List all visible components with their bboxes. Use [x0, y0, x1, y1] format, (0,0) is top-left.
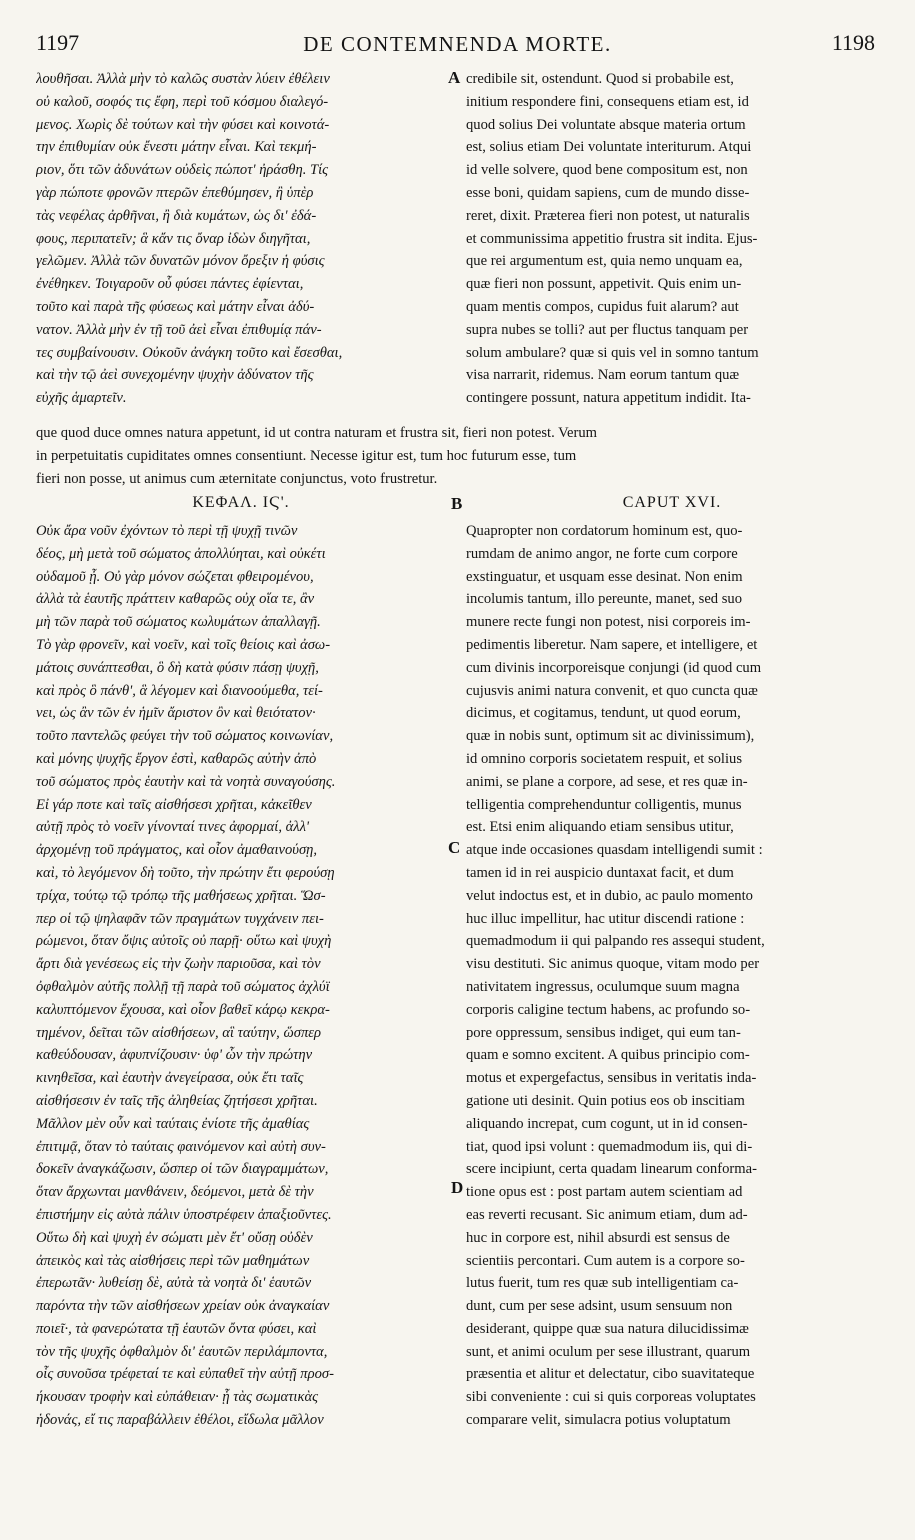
text-line: scere incipiunt, certa quadam linearum conforma- [466, 1161, 757, 1178]
text-line: supra nubes se tolli? aut per fluctus tanquam per [466, 321, 749, 338]
text-line: ρώμενοι, ὅταν ὄψις αὐτοῖς οὐ παρῇ· οὕτω καὶ ψυχὴ [36, 933, 332, 950]
text-line: et communissima appetitio frustra sit indita. Ejus- [466, 230, 758, 247]
text-line: eas reverti recusant. Sic animum etiam, dum ad- [466, 1206, 748, 1223]
latin-full-width-text [36, 422, 878, 490]
text-line: γὰρ πώποτε φρονῶν πτερῶν ἐπεθύμησεν, ἢ ὑπὲρ [36, 184, 314, 201]
text-line: καθεύδουσαν, ἀφυπνίζουσιν· ὑφ' ὧν τὴν πρώτην [36, 1047, 313, 1064]
text-line: Τὸ γὰρ φρονεῖν, καὶ νοεῖν, καὶ τοῖς θείοις καὶ ἀσω- [36, 636, 331, 653]
text-line: οὐ καλοῦ, σοφός τις ἔφη, περὶ τοῦ κόσμου διαλεγό- [36, 93, 329, 110]
text-line: ὅταν ἄρχωνται μανθάνειν, δεόμενοι, μετὰ δὲ τὴν [36, 1184, 314, 1201]
text-line: την ἐπιθυμίαν οὐκ ἔνεστι μάτην εἶναι. Καὶ τεκμή- [36, 139, 317, 156]
text-line: quæ in nobis sunt, optimum sit ac divinissimum), [466, 728, 755, 745]
text-line: παρόντα τὴν τῶν αἰσθήσεων χρείαν οὐκ ἀναγκαίαν [36, 1298, 330, 1315]
text-line: νατον. Ἀλλὰ μὴν ἐν τῇ τοῦ ἀεὶ εἶναι ἐπιθυμίᾳ πάν- [36, 321, 322, 338]
text-line: Οὕτω δὴ καὶ ψυχὴ ἐν σώματι μὲν ἔτ' οὔσῃ οὐδὲν [36, 1229, 313, 1246]
text-line: μενος. Χωρὶς δὲ τούτων καὶ τὴν φύσει καὶ κοινοτά- [36, 116, 330, 133]
text-line: nativitatem ingressus, oculumque suum magna [466, 978, 740, 995]
margin-letter-b: B [451, 494, 463, 513]
text-line: ἀλλὰ τὰ ἑαυτῆς πράττειν καθαρῶς οὐχ οἵα τε, ἂν [36, 591, 315, 608]
text-line: καὶ μόνης ψυχῆς ἔργον ἐστὶ, καθαρῶς αὐτὴν ἀπὸ [36, 750, 317, 767]
text-line: τημένον, δεῖται τῶν αἰσθήσεων, αἳ ταύτην, ὥσπερ [36, 1024, 322, 1041]
text-line: ριον, ὅτι τῶν ἀδυνάτων οὐδεὶς πώποτ' ἠράσθη. Τίς [36, 162, 329, 179]
greek-column-bottom [36, 520, 446, 1432]
text-line: Εἰ γάρ ποτε καὶ ταῖς αἰσθήσεσι χρῆται, κἀκεῖθεν [36, 796, 312, 813]
text-line: contingere possunt, natura appetitum indidit. Ita- [466, 390, 751, 407]
text-line: quemadmodum ii qui palpando res assequi student, [466, 933, 765, 950]
text-line: μάτοις συνάπτεσθαι, ὃ δὴ κατὰ φύσιν πάσῃ ψυχῇ, [36, 659, 319, 676]
text-line: μὴ τῶν παρὰ τοῦ σώματος κωλυμάτων ἀπαλλαγῇ. [36, 614, 321, 631]
greek-column-top [36, 68, 446, 410]
text-line: quam mentis compos, cupidus fuit alarum? aut [466, 298, 739, 315]
text-line: sibi conveniente : cui si quis corporeas voluptates [466, 1389, 756, 1406]
text-line: τὰς νεφέλας ἀρθῆναι, ἢ διὰ κυμάτων, ὡς δι' ἐδά- [36, 207, 317, 224]
text-line: tione opus est : post partam autem scientiam ad [466, 1184, 743, 1201]
text-line: incolumis tantum, illo pereunte, manet, sed suo [466, 591, 743, 608]
margin-letter-d: D [451, 1178, 464, 1197]
margin-letter-a: A [448, 68, 461, 87]
text-line: initium respondere fini, consequens etiam est, id [466, 93, 749, 110]
text-line: αὐτῇ πρὸς τὸ νοεῖν γίνονταί τινες ἀφορμαί, ἀλλ' [36, 819, 310, 836]
text-line: τες συμβαίνουσιν. Οὐκοῦν ἀνάγκη τοῦτο καὶ ἔσεσθαι, [36, 344, 343, 361]
text-line: lutus fuerit, tum res quæ sub intelligentiam ca- [466, 1275, 739, 1292]
text-line: ὀφθαλμὸν αὐτῆς πολλῇ τῇ παρὰ τοῦ σώματος ἀχλύϊ [36, 978, 330, 995]
latin-column-top [466, 68, 878, 410]
margin-letter-c: C [448, 838, 461, 857]
text-line: καλυπτόμενον ἔχουσα, καὶ οἷον βαθεῖ κάρῳ κεκρα- [36, 1001, 330, 1018]
text-line: ἐπιτιμᾷ, ὅταν τὸ ταύταις φαινόμενον καὶ αὐτὴ συν- [36, 1138, 326, 1155]
text-line: pore oppressum, sensibus indiget, qui eum tan- [466, 1024, 741, 1041]
text-line: καὶ τὴν τῷ ἀεὶ συνεχομένην ψυχὴν ἀδύνατον τῆς [36, 367, 314, 384]
text-line: telligentia comprehenduntur colligentis, munus [466, 796, 742, 813]
text-line: tiat, quod ipsi volunt : quemadmodum iis, qui di- [466, 1138, 753, 1155]
text-line: ἐνέθηκεν. Τοιγαροῦν οὗ φύσει πάντες ἐφίενται, [36, 276, 304, 293]
page-number-left: 1197 [36, 30, 80, 55]
text-line: est. Etsi enim aliquando etiam sensibus utitur, [466, 819, 734, 836]
text-line: sunt, et animi oculum per sese illustrant, quarum [466, 1343, 751, 1360]
text-line: δέος, μὴ μετὰ τοῦ σώματος ἀπολλύηται, καὶ οὐκέτι [36, 545, 326, 562]
text-line: τοῦτο καὶ παρὰ τῆς φύσεως καὶ μάτην εἶναι ἀδύ- [36, 298, 315, 315]
text-line: que quod duce omnes natura appetunt, id ut contra naturam et frustra sit, fieri non potest. Verum [36, 425, 598, 441]
text-line: desiderant, quippe quæ sua natura dilucidissimæ [466, 1320, 749, 1337]
text-line: solum ambulare? quæ si quis vel in somno tantum [466, 344, 759, 361]
text-line: aliquando increpat, cum cogunt, ut in id consen- [466, 1115, 748, 1132]
text-line: τὸν τῆς ψυχῆς ὀφθαλμὸν δι' ἑαυτῶν περιλάμποντα, [36, 1343, 328, 1360]
text-line: ἄρτι διὰ γενέσεως εἰς τὴν ζωὴν παριοῦσα, καὶ τὸν [36, 956, 321, 973]
text-line: visu destituti. Sic animus quoque, vitam modo per [466, 956, 760, 973]
text-line: fieri non posse, ut animus cum æternitate conjunctus, voto frustretur. [36, 470, 438, 487]
text-line: νει, ὡς ἂν τῶν ἐν ἡμῖν ἄριστον ὂν καὶ θειότατον· [36, 705, 316, 722]
page-number-right: 1198 [831, 30, 875, 55]
running-title: DE CONTEMNENDA MORTE. [303, 32, 612, 56]
text-line: credibile sit, ostendunt. Quod si probabile est, [466, 71, 734, 87]
text-line: gatione uti desinit. Quin potius eos ob inscitiam [466, 1092, 745, 1109]
text-line: in perpetuitatis cupiditates omnes consentiunt. Necesse igitur est, tum hoc futurum esse, tum [36, 447, 577, 464]
text-line: visa narrarit, ridemus. Nam eorum tantum quæ [466, 367, 740, 384]
text-line: animi, se plane a corpore, ad sese, et res quæ in- [466, 773, 748, 790]
text-line: reret, dixit. Præterea fieri non potest, ut naturalis [466, 207, 750, 224]
text-line: λουθῆσαι. Ἀλλὰ μὴν τὸ καλῶς συστὰν λύειν ἐθέλειν [36, 71, 330, 87]
text-line: comparare velit, simulacra potius voluptatum [466, 1412, 731, 1429]
text-line: περ οἱ τῷ ψηλαφᾶν τῶν πραγμάτων τυγχάνειν πει- [36, 910, 324, 927]
page-header [0, 30, 915, 64]
latin-column-bottom [466, 520, 878, 1432]
text-line: quæ fieri non possunt, appetivit. Quis enim un- [466, 276, 742, 293]
text-line: scientiis percontari. Cum autem is a corpore so- [466, 1252, 745, 1269]
text-line: pedimentis liberetur. Nam sapere, et intelligere, et [466, 636, 758, 653]
text-line: ἀπεικὸς καὶ τὰς αἰσθήσεις περὶ τῶν μαθημάτων [36, 1252, 310, 1269]
text-line: cum divinis incorporeisque conjungi (id quod cum [466, 659, 762, 676]
text-line: Quapropter non cordatorum hominum est, quo- [466, 523, 743, 539]
text-line: huc in corpore est, nihil absurdi est sensus de [466, 1229, 730, 1246]
text-line: τοῦ σώματος πρὸς ἑαυτὴν καὶ τὰ νοητὰ συναγούσης. [36, 773, 336, 790]
text-line: οὐδαμοῦ ᾖ. Οὐ γὰρ μόνον σώζεται φθειρομένου, [36, 568, 314, 585]
text-line: rumdam de animo angor, ne forte cum corpore [466, 545, 738, 562]
text-line: ήκουσαν τροφὴν καὶ εὐπάθειαν· ᾗ τὰς σωματικὰς [36, 1389, 319, 1406]
text-line: δοκεῖν ἀναγκάζωσιν, ὥσπερ οἱ τῶν διαγραμμάτων, [36, 1161, 329, 1178]
text-line: munere recte fungi non potest, nisi corporeis im- [466, 614, 751, 631]
text-line: καὶ, τὸ λεγόμενον δὴ τοῦτο, τὴν πρώτην ἔτι φερούσῃ [36, 864, 335, 881]
text-line: αἰσθήσεσιν ἐν ταῖς τῆς ἀληθείας ζητήσεσι χρῆται. [36, 1092, 318, 1109]
text-line: ἐπιστήμην εἰς αὐτὰ πάλιν ὑποστρέφειν ἀπαξιοῦντες. [36, 1206, 332, 1223]
text-line: τρίχα, τούτῳ τῷ τρόπῳ τῆς μαθήσεως χρῆται. Ὥσ- [36, 887, 326, 904]
text-line: γελῶμεν. Ἀλλὰ τῶν δυνατῶν μόνον ὄρεξιν ἡ φύσις [36, 253, 325, 270]
text-line: quam e somno excitent. A quibus principio com- [466, 1047, 750, 1064]
text-line: καὶ πρὸς ὃ πάνθ', ἃ λέγομεν καὶ διανοούμεθα, τεί- [36, 682, 323, 699]
text-line: præsentia et alitur et delectatur, cibo suavitateque [466, 1366, 755, 1383]
text-line: κινηθεῖσα, καὶ ἑαυτὴν ἀνεγείρασα, οὐκ ἔτι ταῖς [36, 1070, 304, 1087]
text-line: est, solius etiam Dei voluntate interiturum. Atqui [466, 139, 752, 156]
text-line: id omnino corporis societatem respuit, et solius [466, 750, 743, 767]
text-line: Οὐκ ἄρα νοῦν ἐχόντων τὸ περὶ τῇ ψυχῇ τινῶν [36, 523, 298, 539]
text-line: cujusvis animi natura convenit, et quo cuncta quæ [466, 682, 758, 699]
text-line: dicimus, et cogitamus, tendunt, ut quod eorum, [466, 705, 741, 722]
text-line: φους, περιπατεῖν; ἃ κἄν τις ὄναρ ἰδὼν διηγῆται, [36, 230, 311, 247]
text-line: que rei argumentum est, quia nemo unquam ea, [466, 253, 743, 270]
text-line: ποιεῖ·, τὰ φανερώτατα τῇ ἑαυτῶν ὄντα φύσει, καὶ [36, 1320, 317, 1337]
text-line: atque inde occasiones quasdam intelligendi sumit : [466, 842, 763, 859]
text-line: id velle solvere, quod bene compositum est, non [466, 162, 748, 179]
text-line: ἡδονάς, εἴ τις παραβάλλειν ἐθέλοι, εἴδωλα μᾶλλον [36, 1412, 324, 1429]
text-line: ἐπερωτᾶν· λυθείσῃ δὲ, αὐτὰ τὰ νοητὰ δι' ἑαυτῶν [36, 1275, 312, 1292]
text-line: motus et expergefactus, sensibus in veritatis inda- [466, 1070, 757, 1087]
text-line: dunt, cum per sese adsint, usum sensuum non [466, 1298, 733, 1315]
text-line: velut indoctus est, et in dubio, ac paulo momento [466, 887, 753, 904]
text-line: huc illuc impellitur, hac utitur discendi ratione : [466, 910, 745, 927]
text-line: exstinguatur, et usquam esse desinat. Non enim [466, 568, 743, 585]
text-line: οἷς συνοῦσα τρέφεταί τε καὶ εὐπαθεῖ τὴν αὐτῇ προσ- [36, 1366, 334, 1383]
text-line: esse boni, quidam sapiens, cum de mundo disse- [466, 184, 750, 201]
text-line: quod solius Dei voluntate absque materia ortum [466, 116, 746, 133]
text-line: Μᾶλλον μὲν οὖν καὶ ταύταις ἐνίοτε τῆς ἀμαθίας [36, 1115, 310, 1132]
text-line: ἀρχομένῃ τοῦ πράγματος, καὶ οἷον ἀμαθαινούσῃ, [36, 842, 318, 859]
text-line: τοῦτο παντελῶς φεύγει τὴν τοῦ σώματος κοινωνίαν, [36, 728, 334, 745]
text-line: tamen id in rei auspicio duntaxat facit, et dum [466, 864, 734, 881]
text-line: εὐχῆς ἁμαρτεῖν. [36, 390, 127, 407]
greek-chapter-title: ΚΕΦΑΛ. ΙϚ'. [192, 494, 290, 511]
latin-chapter-title: CAPUT XVI. [622, 494, 722, 511]
text-line: corporis caligine tectum habens, ac profundo so- [466, 1001, 751, 1018]
